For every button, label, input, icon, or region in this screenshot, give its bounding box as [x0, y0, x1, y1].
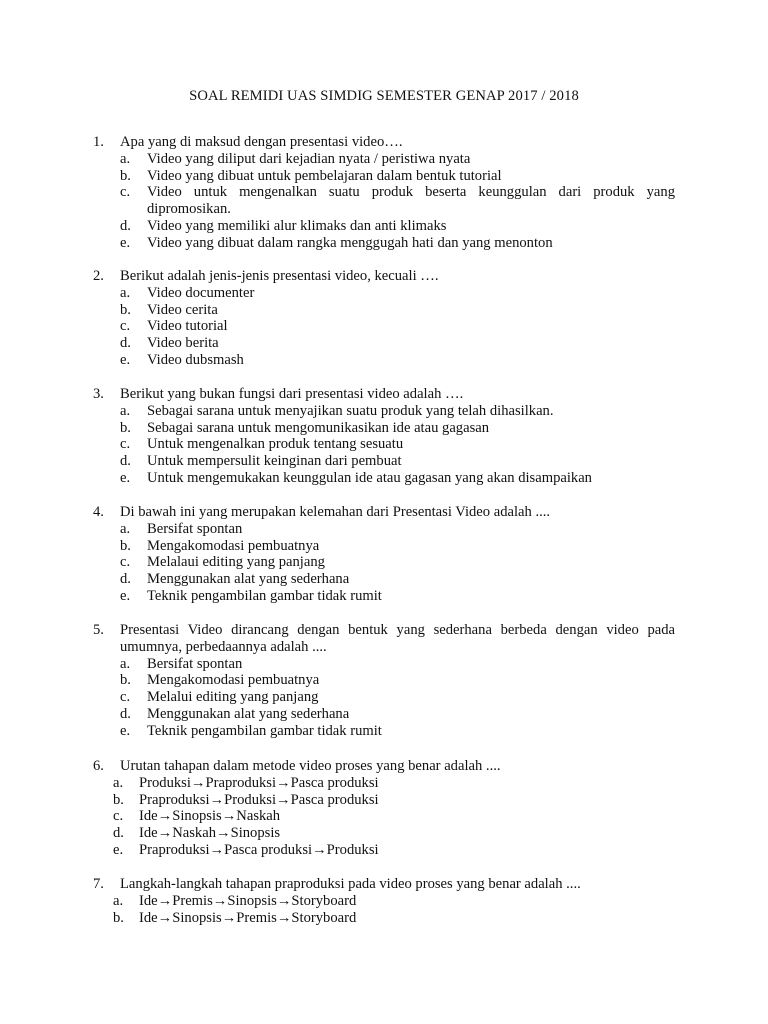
option-c [120, 318, 675, 335]
option-text: Mengakomodasi pembuatnya [147, 537, 320, 554]
option-letter: d. [113, 825, 124, 842]
question-stem [93, 134, 675, 151]
question-text: Presentasi Video dirancang dengan bentuk yang sederhana berbeda dengan video pada umumnya, perbedaannya adalah .... [120, 622, 675, 655]
option-text: Video dubsmash [147, 351, 244, 368]
question-text: Langkah-langkah tahapan praproduksi pada video proses yang benar adalah .... [120, 876, 581, 892]
option-text: Bersifat spontan [147, 655, 243, 672]
option-d [113, 825, 675, 842]
option-c [113, 808, 675, 825]
option-letter: d. [120, 335, 131, 352]
option-d [120, 571, 675, 588]
option-letter: e. [120, 234, 131, 251]
option-d [120, 453, 675, 470]
option-letter: d. [120, 217, 131, 234]
option-b [113, 792, 675, 809]
option-a [120, 151, 675, 168]
question-7 [93, 876, 675, 926]
question-3 [93, 386, 675, 487]
option-text: Menggunakan alat yang sederhana [147, 571, 350, 588]
option-d [120, 218, 675, 235]
question-stem [93, 386, 675, 403]
option-text: Video documenter [147, 284, 255, 301]
option-letter: b. [120, 301, 131, 318]
page-title: SOAL REMIDI UAS SIMDIG SEMESTER GENAP 2017 / 2018 [189, 88, 579, 104]
option-letter: a. [120, 402, 131, 419]
question-4 [93, 504, 675, 605]
question-text: Berikut yang bukan fungsi dari presentasi video adalah …. [120, 386, 464, 402]
option-letter: c. [120, 554, 131, 571]
question-stem [93, 268, 675, 285]
option-text: Mengakomodasi pembuatnya [147, 672, 320, 689]
option-a [120, 403, 675, 420]
option-letter: c. [120, 318, 131, 335]
option-b [120, 420, 675, 437]
question-5 [93, 622, 675, 740]
option-letter: c. [120, 689, 131, 706]
option-letter: a. [113, 774, 124, 791]
option-list [113, 775, 675, 859]
option-letter: d. [120, 571, 131, 588]
option-text: Menggunakan alat yang sederhana [147, 705, 350, 722]
option-letter: a. [120, 655, 131, 672]
option-c [120, 554, 675, 571]
option-text: Video yang dibuat dalam rangka menggugah hati dan yang menonton [147, 234, 553, 251]
question-stem [93, 504, 675, 521]
option-letter: e. [120, 351, 131, 368]
question-text: Di bawah ini yang merupakan kelemahan dari Presentasi Video adalah .... [120, 504, 551, 520]
question-number: 2. [93, 268, 104, 284]
option-letter: d. [120, 705, 131, 722]
option-text: Untuk mengenalkan produk tentang sesuatu [147, 436, 404, 453]
option-text: Bersifat spontan [147, 520, 243, 537]
option-text: Sebagai sarana untuk mengomunikasikan ide atau gagasan [147, 419, 490, 436]
option-a [120, 285, 675, 302]
option-text: Video untuk mengenalkan suatu produk beserta keunggulan dari produk yang dipromosikan. [147, 184, 675, 218]
option-letter: b. [120, 537, 131, 554]
option-list [120, 656, 675, 740]
option-a [120, 656, 675, 673]
option-text: Untuk mengemukakan keunggulan ide atau gagasan yang akan disampaikan [147, 469, 592, 486]
option-e [120, 723, 675, 740]
option-c [120, 436, 675, 453]
question-text: Berikut adalah jenis-jenis presentasi video, kecuali …. [120, 268, 439, 284]
option-text: Ide→Premis→Sinopsis→Storyboard [139, 892, 357, 909]
option-text: Teknik pengambilan gambar tidak rumit [147, 722, 382, 739]
question-1 [93, 134, 675, 252]
option-c [120, 689, 675, 706]
option-c [120, 184, 675, 218]
option-list [120, 151, 675, 252]
question-2 [93, 268, 675, 369]
option-list [120, 521, 675, 605]
option-text: Ide→Naskah→Sinopsis [139, 825, 281, 842]
question-number: 1. [93, 134, 104, 150]
option-b [120, 168, 675, 185]
option-letter: c. [120, 436, 131, 453]
option-text: Melalui editing yang panjang [147, 689, 319, 706]
option-letter: b. [120, 419, 131, 436]
option-letter: e. [120, 469, 131, 486]
option-letter: b. [113, 909, 124, 926]
option-text: Video cerita [147, 301, 218, 318]
question-number: 3. [93, 386, 104, 402]
option-e [120, 235, 675, 252]
option-letter: a. [120, 284, 131, 301]
option-list [113, 893, 675, 927]
option-letter: d. [120, 453, 131, 470]
question-stem [93, 622, 675, 656]
option-letter: b. [120, 167, 131, 184]
option-e [120, 470, 675, 487]
question-number: 6. [93, 758, 104, 774]
question-text: Urutan tahapan dalam metode video proses yang benar adalah .... [120, 758, 501, 774]
option-a [113, 893, 675, 910]
option-text: Praproduksi→Produksi→Pasca produksi [139, 791, 379, 808]
option-text: Sebagai sarana untuk menyajikan suatu produk yang telah dihasilkan. [147, 402, 554, 419]
option-text: Video yang diliput dari kejadian nyata / peristiwa nyata [147, 150, 471, 167]
option-text: Ide→Sinopsis→Naskah [139, 808, 281, 825]
option-letter: e. [120, 722, 131, 739]
option-d [120, 335, 675, 352]
option-letter: a. [120, 150, 131, 167]
option-e [113, 842, 675, 859]
question-stem [93, 758, 675, 775]
option-b [113, 910, 675, 927]
option-letter: b. [113, 791, 124, 808]
option-b [120, 672, 675, 689]
question-number: 4. [93, 504, 104, 520]
option-text: Video yang memiliki alur klimaks dan anti klimaks [147, 217, 447, 234]
option-letter: c. [113, 808, 124, 825]
option-a [113, 775, 675, 792]
option-list [120, 403, 675, 487]
option-text: Video berita [147, 335, 219, 352]
option-b [120, 538, 675, 555]
option-text: Video tutorial [147, 318, 228, 335]
option-text: Praproduksi→Pasca produksi→Produksi [139, 841, 379, 858]
question-number: 7. [93, 876, 104, 892]
option-text: Melalaui editing yang panjang [147, 554, 325, 571]
question-number: 5. [93, 622, 104, 638]
option-letter: a. [113, 892, 124, 909]
option-b [120, 302, 675, 319]
option-letter: e. [113, 841, 124, 858]
option-list [120, 285, 675, 369]
question-stem [93, 876, 675, 893]
option-letter: e. [120, 587, 131, 604]
option-text: Untuk mempersulit keinginan dari pembuat [147, 453, 402, 470]
option-letter: c. [120, 184, 131, 201]
option-text: Video yang dibuat untuk pembelajaran dalam bentuk tutorial [147, 167, 502, 184]
option-letter: b. [120, 672, 131, 689]
option-d [120, 706, 675, 723]
option-a [120, 521, 675, 538]
option-e [120, 588, 675, 605]
option-letter: a. [120, 520, 131, 537]
option-text: Teknik pengambilan gambar tidak rumit [147, 587, 382, 604]
option-e [120, 352, 675, 369]
option-text: Ide→Sinopsis→Premis→Storyboard [139, 909, 357, 926]
option-text: Produksi→Praproduksi→Pasca produksi [139, 774, 379, 791]
question-text: Apa yang di maksud dengan presentasi video…. [120, 134, 403, 150]
question-6 [93, 758, 675, 859]
